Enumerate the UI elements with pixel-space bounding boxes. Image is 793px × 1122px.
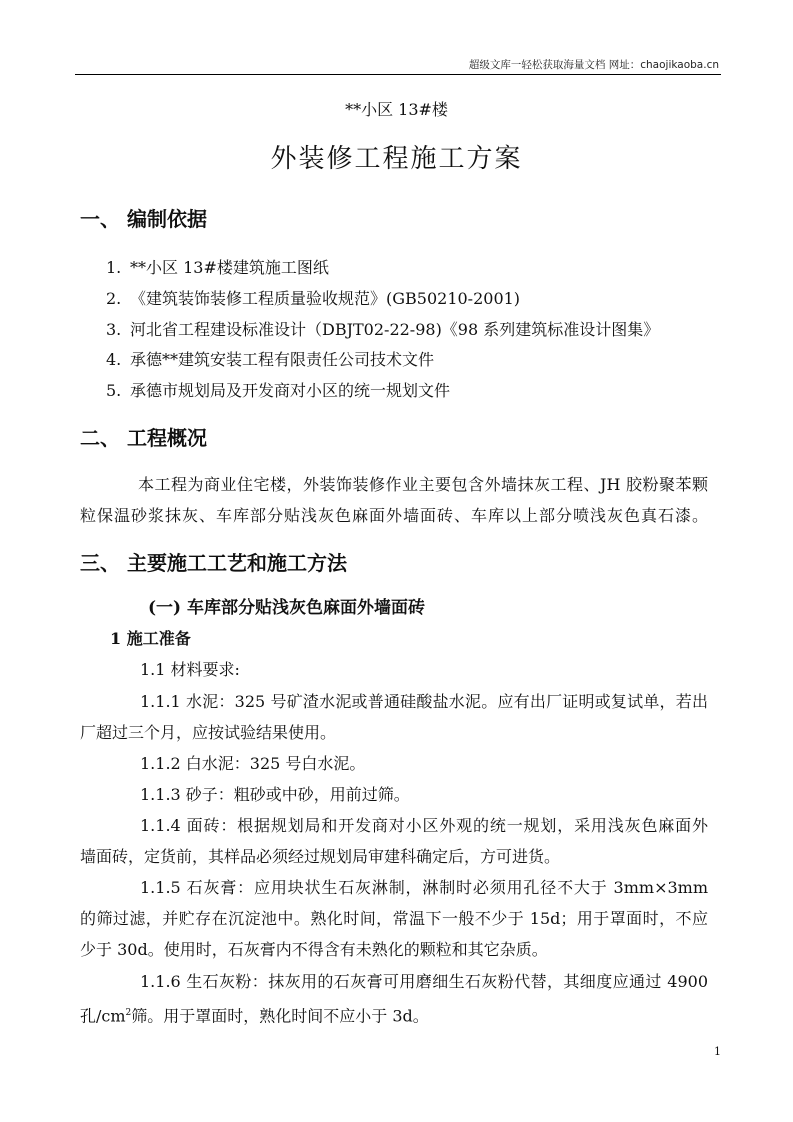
section-3-number: 三、 bbox=[80, 551, 120, 575]
document-title: 外装修工程施工方案 bbox=[270, 144, 523, 174]
list-number: 4. bbox=[106, 350, 122, 369]
list-item: 河北省工程建设标准设计（DBJT02-22-98)《98 系列建筑标准设计图集》 bbox=[130, 320, 660, 339]
subsection-heading: (一) 车库部分贴浅灰色麻面外墙面砖 bbox=[148, 598, 426, 618]
unit-text: 孔/cm bbox=[80, 1006, 126, 1026]
list-item: 《建筑装饰装修工程质量验收规范》(GB50210-2001) bbox=[130, 289, 521, 308]
paragraph-line: 1.1.4 面砖：根据规划局和开发商对小区外观的统一规划，采用浅灰色麻面外 bbox=[140, 816, 708, 835]
section-1-number: 一、 bbox=[80, 207, 120, 231]
subtitle: **小区 13#楼 bbox=[345, 100, 448, 119]
section-2-title: 工程概况 bbox=[127, 426, 207, 450]
list-number: 5. bbox=[106, 381, 122, 400]
paragraph-line: 1.1.5 石灰膏：应用块状生石灰淋制，淋制时必须用孔径不大于 3mm×3mm bbox=[140, 878, 708, 897]
paragraph-line: 本工程为商业住宅楼，外装饰装修作业主要包含外墙抹灰工程、JH 胶粉聚苯颗 bbox=[138, 475, 708, 494]
unit-rest: 筛。用于罩面时，熟化时间不应小于 3d。 bbox=[131, 1006, 429, 1026]
section-2-number: 二、 bbox=[80, 426, 120, 450]
superscript: 2 bbox=[125, 1008, 132, 1018]
list-item: 承德市规划局及开发商对小区的统一规划文件 bbox=[130, 381, 451, 400]
list-item: 承德**建筑安装工程有限责任公司技术文件 bbox=[130, 350, 435, 369]
paragraph-line: 1.1.6 生石灰粉：抹灰用的石灰膏可用磨细生石灰粉代替，其细度应通过 4900 bbox=[140, 972, 708, 991]
item-heading: 1.1 材料要求: bbox=[140, 660, 240, 679]
subsection-heading: 1 施工准备 bbox=[110, 629, 191, 648]
list-number: 2. bbox=[106, 289, 122, 308]
page-number: 1 bbox=[714, 1045, 721, 1058]
paragraph-line: 粒保温砂浆抹灰、车库部分贴浅灰色麻面外墙面砖、车库以上部分喷浅灰色真石漆。 bbox=[80, 506, 708, 525]
paragraph-line: 厂超过三个月，应按试验结果使用。 bbox=[80, 723, 337, 742]
header-rule bbox=[75, 74, 721, 75]
list-number: 1. bbox=[106, 258, 122, 277]
paragraph-line: 墙面砖，定货前，其样品必须经过规划局审建科确定后，方可进货。 bbox=[80, 847, 561, 866]
list-item: **小区 13#楼建筑施工图纸 bbox=[130, 258, 329, 277]
page-header: 超级文库一轻松获取海量文档 网址：chaojikaoba.cn bbox=[468, 59, 719, 71]
paragraph-line: 的筛过滤，并贮存在沉淀池中。熟化时间，常温下一般不少于 15d；用于罩面时，不应 bbox=[80, 909, 708, 928]
paragraph-line: 1.1.1 水泥：325 号矿渣水泥或普通硅酸盐水泥。应有出厂证明或复试单，若出 bbox=[140, 692, 708, 711]
paragraph-line: 1.1.3 砂子：粗砂或中砂，用前过筛。 bbox=[140, 785, 410, 804]
paragraph-line: 少于 30d。使用时，石灰膏内不得含有未熟化的颗粒和其它杂质。 bbox=[80, 940, 548, 959]
paragraph-line bbox=[80, 1003, 429, 1026]
paragraph-line: 1.1.2 白水泥：325 号白水泥。 bbox=[140, 754, 366, 773]
section-3-title: 主要施工工艺和施工方法 bbox=[127, 551, 347, 575]
list-number: 3. bbox=[106, 320, 122, 339]
section-1-title: 编制依据 bbox=[127, 207, 207, 231]
